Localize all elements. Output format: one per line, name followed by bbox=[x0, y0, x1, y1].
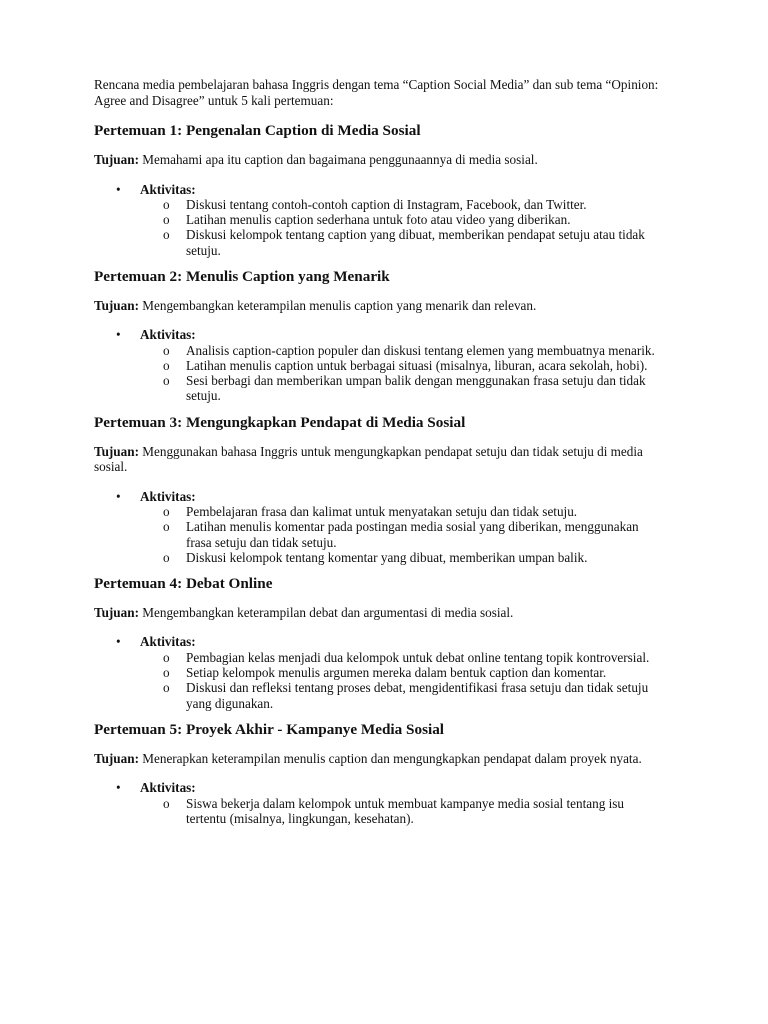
activity-text: Siswa bekerja dalam kelompok untuk membuat kampanye media sosial tentang isu tertentu (misalnya, lingkungan, kesehatan). bbox=[186, 795, 625, 826]
activities-heading bbox=[94, 780, 674, 796]
sub-bullet-glyph: o bbox=[163, 358, 170, 374]
activity-text: Analisis caption-caption populer dan diskusi tentang elemen yang membuatnya menarik. bbox=[186, 342, 655, 358]
bullet-glyph: • bbox=[116, 488, 121, 504]
activities-heading bbox=[94, 489, 674, 505]
meeting-title: Pertemuan 1: Pengenalan Caption di Media Sosial bbox=[94, 122, 421, 139]
meeting-goal bbox=[94, 444, 674, 475]
meeting-title: Pertemuan 2: Menulis Caption yang Menarik bbox=[94, 267, 390, 285]
activity-text: Diskusi dan refleksi tentang proses debat, mengidentifikasi frasa setuju dan tidak setuju yang digunakan. bbox=[186, 680, 649, 711]
meeting-section bbox=[94, 721, 674, 826]
activity-list bbox=[94, 197, 674, 258]
activities-label: Aktivitas: bbox=[140, 327, 196, 343]
goal-text: Menggunakan bahasa Inggris untuk mengungkapkan pendapat setuju dan tidak setuju di media sosial. bbox=[94, 443, 643, 475]
activity-text: Latihan menulis komentar pada postingan media sosial yang diberikan, menggunakan frasa setuju dan tidak setuju. bbox=[186, 519, 639, 550]
activity-item bbox=[94, 796, 666, 826]
sub-bullet-glyph: o bbox=[163, 373, 170, 389]
activity-item bbox=[94, 519, 666, 549]
goal-label: Tujuan: bbox=[94, 152, 139, 167]
activity-list bbox=[94, 343, 674, 404]
activity-text: Latihan menulis caption sederhana untuk foto atau video yang diberikan. bbox=[186, 212, 571, 228]
goal-text: Mengembangkan keterampilan debat dan argumentasi di media sosial. bbox=[142, 604, 514, 620]
meeting-goal bbox=[94, 152, 674, 168]
activity-item bbox=[94, 343, 666, 358]
activity-list bbox=[94, 650, 674, 711]
goal-label: Tujuan: bbox=[94, 297, 139, 313]
goal-text: Mengembangkan keterampilan menulis caption yang menarik dan relevan. bbox=[142, 297, 537, 313]
meeting-goal bbox=[94, 298, 674, 314]
activities-block bbox=[94, 182, 674, 258]
activity-item bbox=[94, 680, 666, 710]
activities-label: Aktivitas: bbox=[140, 181, 196, 197]
activities-heading bbox=[94, 182, 674, 198]
goal-label: Tujuan: bbox=[94, 750, 139, 766]
sub-bullet-glyph: o bbox=[163, 649, 170, 665]
activities-block bbox=[94, 780, 674, 826]
activity-item bbox=[94, 227, 666, 257]
sub-bullet-glyph: o bbox=[163, 795, 170, 811]
activity-list bbox=[94, 796, 674, 826]
activity-text: Setiap kelompok menulis argumen mereka dalam bentuk caption dan komentar. bbox=[186, 665, 607, 681]
bullet-glyph: • bbox=[116, 780, 121, 796]
intro-paragraph: Rencana media pembelajaran bahasa Inggris dengan tema “Caption Social Media” dan sub tema “Opinion: Agree and Disagree” untuk 5 kali pertemuan: bbox=[94, 77, 659, 108]
activities-heading bbox=[94, 634, 674, 650]
bullet-glyph: • bbox=[116, 634, 121, 650]
activities-block bbox=[94, 489, 674, 565]
activity-item bbox=[94, 665, 666, 680]
activity-item bbox=[94, 550, 666, 565]
activity-item bbox=[94, 373, 666, 403]
activity-item bbox=[94, 197, 666, 212]
activities-label: Aktivitas: bbox=[140, 780, 196, 796]
meeting-section bbox=[94, 268, 674, 404]
activities-label: Aktivitas: bbox=[140, 634, 196, 650]
meeting-title: Pertemuan 5: Proyek Akhir - Kampanye Media Sosial bbox=[94, 720, 445, 738]
activity-text: Latihan menulis caption untuk berbagai situasi (misalnya, liburan, acara sekolah, hobi). bbox=[186, 358, 648, 374]
activity-item bbox=[94, 504, 666, 519]
meeting-section bbox=[94, 414, 674, 565]
goal-label: Tujuan: bbox=[94, 604, 139, 620]
activity-item bbox=[94, 212, 666, 227]
sub-bullet-glyph: o bbox=[163, 504, 170, 520]
activities-label: Aktivitas: bbox=[140, 488, 196, 504]
activity-item bbox=[94, 358, 666, 373]
sub-bullet-glyph: o bbox=[163, 197, 170, 212]
activity-text: Sesi berbagi dan memberikan umpan balik dengan menggunakan frasa setuju dan tidak setuju. bbox=[186, 373, 646, 404]
bullet-glyph: • bbox=[116, 327, 121, 343]
meeting-title: Pertemuan 4: Debat Online bbox=[94, 574, 273, 592]
meeting-goal bbox=[94, 751, 674, 767]
meeting-goal bbox=[94, 605, 674, 621]
goal-text: Memahami apa itu caption dan bagaimana penggunaannya di media sosial. bbox=[142, 152, 538, 167]
goal-text: Menerapkan keterampilan menulis caption dan mengungkapkan pendapat dalam proyek nyata. bbox=[142, 750, 642, 766]
sub-bullet-glyph: o bbox=[163, 519, 170, 535]
bullet-glyph: • bbox=[116, 181, 121, 197]
activity-text: Diskusi tentang contoh-contoh caption di Instagram, Facebook, dan Twitter. bbox=[186, 197, 587, 212]
activity-list bbox=[94, 504, 674, 565]
meeting-title: Pertemuan 3: Mengungkapkan Pendapat di Media Sosial bbox=[94, 413, 466, 431]
sub-bullet-glyph: o bbox=[163, 227, 170, 243]
sub-bullet-glyph: o bbox=[163, 212, 170, 228]
activity-text: Pembagian kelas menjadi dua kelompok untuk debat online tentang topik kontroversial. bbox=[186, 649, 650, 665]
activity-text: Pembelajaran frasa dan kalimat untuk menyatakan setuju dan tidak setuju. bbox=[186, 504, 578, 520]
goal-label: Tujuan: bbox=[94, 443, 139, 459]
activity-text: Diskusi kelompok tentang caption yang dibuat, memberikan pendapat setuju atau tidak setuju. bbox=[186, 227, 645, 258]
sub-bullet-glyph: o bbox=[163, 680, 170, 696]
sub-bullet-glyph: o bbox=[163, 665, 170, 681]
activities-block bbox=[94, 327, 674, 403]
activities-block bbox=[94, 634, 674, 710]
meeting-section bbox=[94, 575, 674, 711]
activity-item bbox=[94, 650, 666, 665]
meeting-section bbox=[94, 122, 674, 258]
activity-text: Diskusi kelompok tentang komentar yang dibuat, memberikan umpan balik. bbox=[186, 549, 588, 565]
sub-bullet-glyph: o bbox=[163, 342, 170, 358]
activities-heading bbox=[94, 327, 674, 343]
sub-bullet-glyph: o bbox=[163, 549, 170, 565]
document-page bbox=[94, 77, 674, 836]
